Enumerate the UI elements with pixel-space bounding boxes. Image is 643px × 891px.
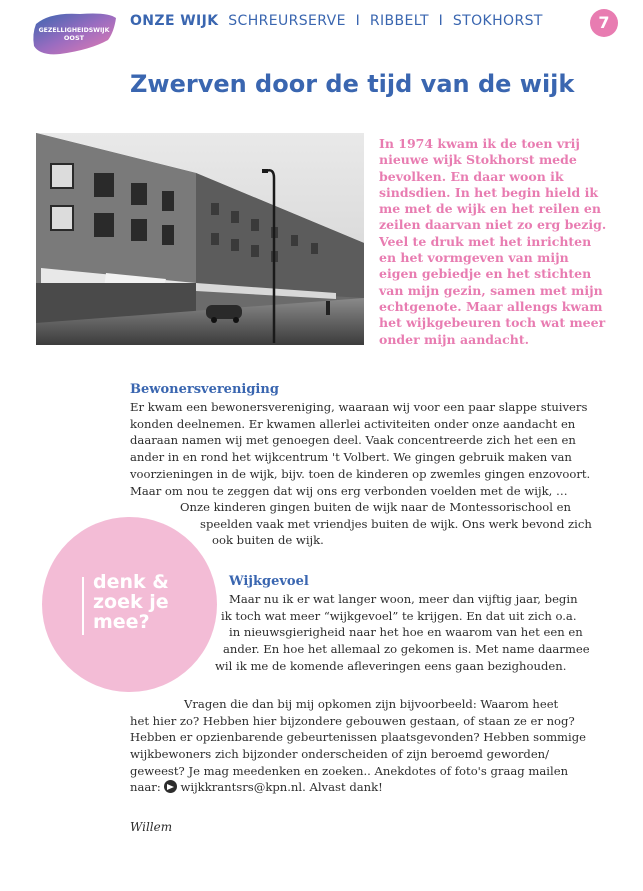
closing-last-line [130,779,383,796]
text-line: eigen gebiedje en het stichten [379,266,592,282]
text-line: wijkbewoners zich bijzonder onderscheiden of zijn beroemd geworden/ [130,747,550,762]
text-line: nieuwe wijk Stokhorst mede [379,152,577,168]
text-line: geweest? Je mag meedenken en zoeken.. Anekdotes of foto's graag mailen [130,763,569,778]
heading-bewonersvereniging: Bewonersvereniging [130,382,279,397]
text-line: ander in en rond het wijkcentrum 't Volbert. We gingen gebruik maken van [130,450,572,465]
text-line: van mijn gezin, samen met mijn [379,282,603,298]
heading-wijkgevoel: Wijkgevoel [229,574,309,589]
header-areas: SCHREURSERVE I RIBBELT I STOKHORST [228,13,543,29]
text-line: ook buiten de wijk. [212,533,324,548]
gezelligheidswijk-oost-logo [30,10,118,56]
telegram-icon [164,780,177,793]
page-header [130,13,543,29]
historic-street-photo [36,133,364,345]
email-link[interactable]: wijkkrantsrs@kpn.nl [180,780,303,794]
page-number: 7 [590,9,618,37]
text-line: Vragen die dan bij mij opkomen zijn bijvoorbeeld: Waarom heet [184,697,559,711]
svg-text:GEZELLIGHEIDSWIJK: GEZELLIGHEIDSWIJK [38,27,110,34]
callout-text [93,572,169,632]
article-title: Zwerven door de tijd van de wijk [130,70,575,98]
paragraph-bewonersvereniging [130,399,590,499]
text-line: het wijkgebeuren toch wat meer [379,315,606,331]
header-section: ONZE WIJK [130,13,219,29]
paragraph-bewonersvereniging-indented [180,499,592,549]
text-line: Veel te druk met het inrichten [379,233,592,249]
text-line: Hebben er opzienbarende gebeurtenissen plaatsgevonden? Hebben sommige [130,730,587,745]
text-line: Maar nu ik er wat langer woon, meer dan vijftig jaar, begin [229,592,578,606]
svg-text:OOST: OOST [63,34,85,42]
text-line: onder mijn aandacht. [379,331,529,347]
intro-paragraph [379,136,615,348]
text-line: en het vormgeven van mijn [379,250,569,266]
paragraph-closing [130,696,586,780]
text-line: ik toch wat meer “wijkgevoel” te krijgen. En dat uit zich o.a. [221,608,577,623]
text-line: voorzieningen in de wijk, bijv. toen de kinderen op zwemles gingen enzovoort. [130,466,591,481]
callout-divider [82,577,84,635]
callout-line: zoek je [93,591,169,613]
text-line: ander. En hoe het allemaal zo gekomen is. Met name daarmee [223,642,590,657]
text-line: Er kwam een bewonersvereniging, waaraan wij voor een paar slappe stuivers [130,400,588,414]
text-line: in nieuwsgierigheid naar het hoe en waarom van het een en [229,625,583,640]
text-line: wil ik me de komende afleveringen eens gaan bezighouden. [215,658,567,673]
text-line: konden deelnemen. Er kwamen allerlei activiteiten onder onze aandacht en [130,416,576,431]
text-line: bevolken. En daar woon ik [379,168,564,184]
text-line: echtgenote. Maar allengs kwam [379,298,603,314]
text-line: speelden vaak met vriendjes buiten de wijk. Ons werk bevond zich [200,516,592,531]
text-line: het hier zo? Hebben hier bijzondere gebouwen gestaan, of staan ze er nog? [130,713,575,728]
callout-line: denk & [93,571,169,593]
author-signature: Willem [130,820,173,834]
text-line: me met de wijk en het reilen en [379,201,601,217]
closing-suffix: . Alvast dank! [302,780,383,794]
text-line: Onze kinderen gingen buiten de wijk naar de Montessorischool en [180,500,571,514]
text-line: daaraan namen wij met genoegen deel. Vaak concentreerde zich het een en [130,433,576,448]
closing-prefix: naar: [130,780,165,794]
text-line: In 1974 kwam ik de toen vrij [379,136,580,151]
text-line: zeilen daarvan niet zo erg bezig. [379,217,607,233]
paragraph-wijkgevoel [215,591,590,675]
text-line: Maar om nou te zeggen dat wij ons erg verbonden voelden met de wijk, … [130,483,568,498]
callout-line: mee? [93,611,150,633]
text-line: sindsdien. In het begin hield ik [379,184,599,200]
